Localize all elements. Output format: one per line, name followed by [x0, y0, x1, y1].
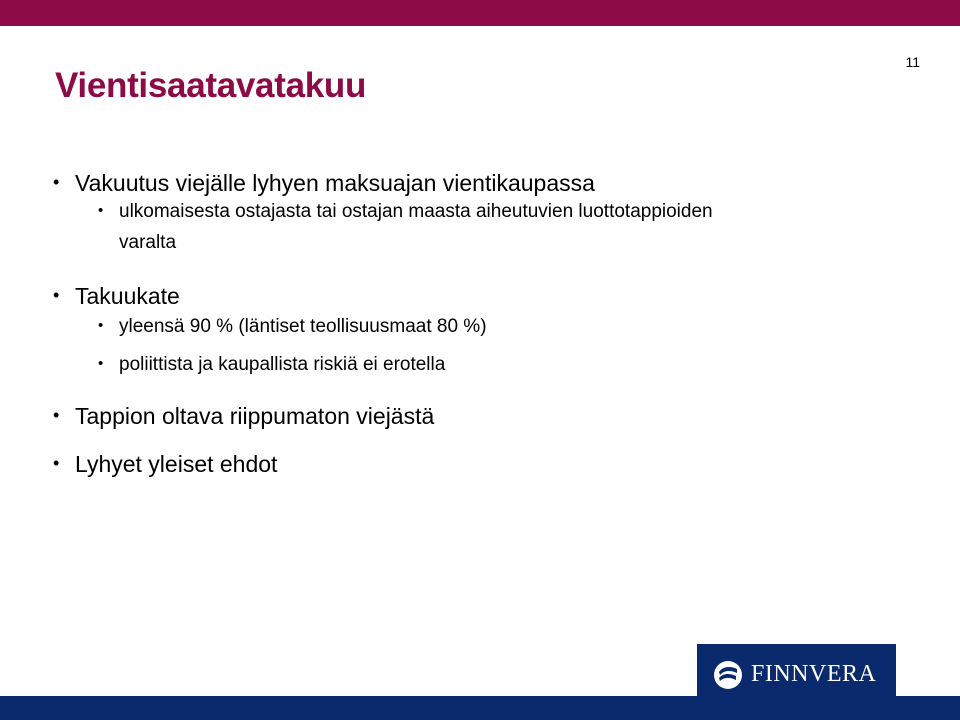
bullet-item — [53, 283, 180, 310]
bullet-dot-icon: • — [98, 355, 104, 372]
sub-bullet-item — [98, 201, 713, 223]
page-number: 11 — [905, 54, 920, 70]
slide-title: Vientisaatavatakuu — [55, 66, 367, 105]
bullet-text: Lyhyet yleiset ehdot — [75, 451, 278, 477]
bullet-dot-icon: • — [53, 453, 60, 473]
bullet-text: ulkomaisesta ostajasta tai ostajan maasta aiheutuvien luottotappioiden — [119, 201, 713, 222]
bullet-dot-icon: • — [53, 285, 60, 305]
bullet-item — [53, 403, 435, 430]
bullet-text: Vakuutus viejälle lyhyen maksuajan vientikaupassa — [75, 170, 595, 196]
bullet-dot-icon: • — [53, 405, 60, 425]
sub-bullet-item — [98, 316, 487, 338]
logo-text: FINNVERA — [751, 661, 877, 687]
bullet-item — [53, 451, 278, 478]
bullet-text: varalta — [119, 232, 177, 253]
bullet-dot-icon: • — [98, 202, 104, 219]
bullet-item — [53, 170, 595, 197]
sub-bullet-item — [98, 354, 446, 376]
bullet-dot-icon: • — [53, 172, 60, 192]
bullet-text: poliittista ja kaupallista riskiä ei erotella — [119, 354, 446, 375]
bullet-text: yleensä 90 % (läntiset teollisuusmaat 80 %) — [119, 316, 487, 337]
finnvera-logo — [697, 644, 896, 704]
bullet-dot-icon: • — [98, 317, 104, 334]
bullet-text: Takuukate — [75, 283, 180, 309]
bullet-text: Tappion oltava riippumaton viejästä — [75, 403, 435, 429]
finnvera-logo-mark-icon — [713, 660, 743, 690]
sub-bullet-continuation — [119, 232, 176, 254]
top-accent-bar — [0, 0, 960, 26]
